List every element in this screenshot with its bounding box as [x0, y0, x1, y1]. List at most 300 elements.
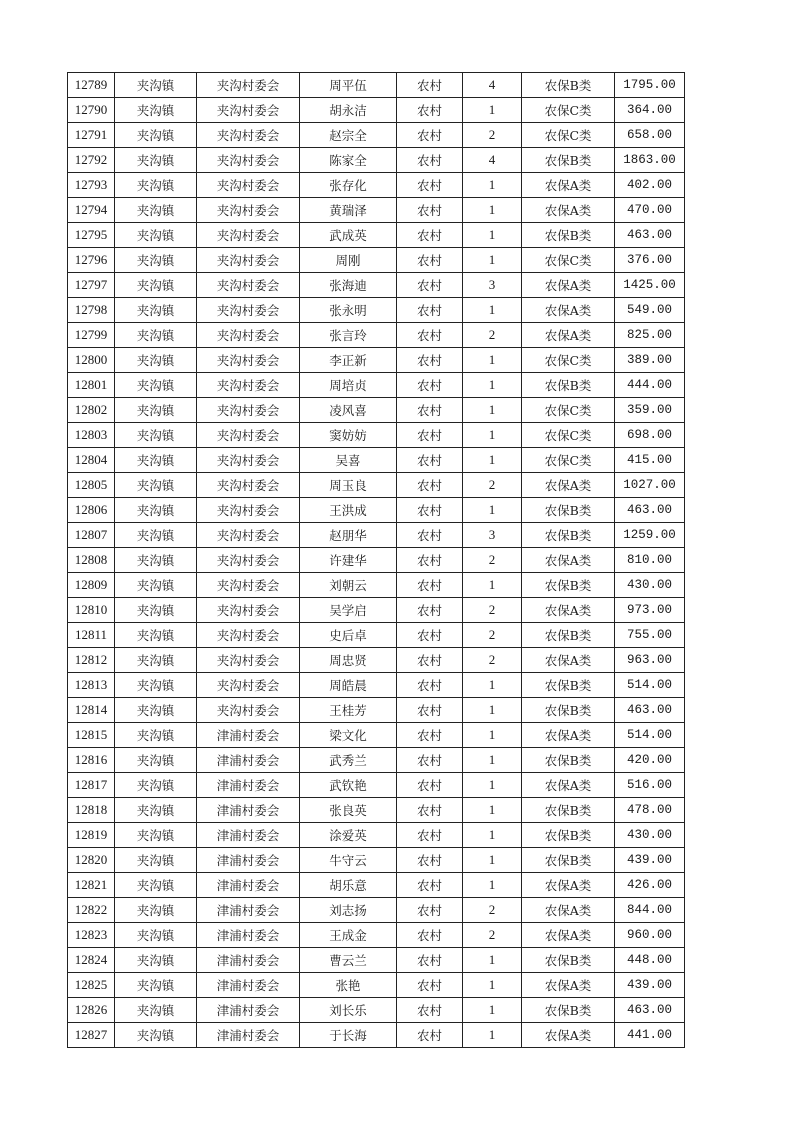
table-row	[68, 723, 685, 748]
household-count-cell: 4	[463, 73, 522, 98]
insurance-category-cell: 农保B类	[522, 998, 615, 1023]
insurance-category-cell: 农保B类	[522, 148, 615, 173]
town-cell: 夹沟镇	[115, 598, 197, 623]
village-committee-cell: 津浦村委会	[197, 973, 300, 998]
table-row	[68, 198, 685, 223]
insurance-category-cell: 农保A类	[522, 898, 615, 923]
village-committee-cell: 津浦村委会	[197, 748, 300, 773]
insurance-category-cell: 农保C类	[522, 398, 615, 423]
record-id-cell: 12798	[68, 298, 115, 323]
village-committee-cell: 津浦村委会	[197, 798, 300, 823]
village-committee-cell: 津浦村委会	[197, 998, 300, 1023]
household-count-cell: 4	[463, 148, 522, 173]
record-id-cell: 12807	[68, 523, 115, 548]
table-row	[68, 348, 685, 373]
village-committee-cell: 津浦村委会	[197, 1023, 300, 1048]
person-name-cell: 刘长乐	[300, 998, 397, 1023]
insurance-category-cell: 农保A类	[522, 873, 615, 898]
amount-cell: 973.00	[615, 598, 685, 623]
amount-cell: 810.00	[615, 548, 685, 573]
village-committee-cell: 夹沟村委会	[197, 273, 300, 298]
person-name-cell: 周皓晨	[300, 673, 397, 698]
village-committee-cell: 夹沟村委会	[197, 323, 300, 348]
record-id-cell: 12810	[68, 598, 115, 623]
person-name-cell: 刘朝云	[300, 573, 397, 598]
person-name-cell: 武成英	[300, 223, 397, 248]
insurance-category-cell: 农保A类	[522, 598, 615, 623]
amount-cell: 430.00	[615, 573, 685, 598]
record-id-cell: 12826	[68, 998, 115, 1023]
amount-cell: 1863.00	[615, 148, 685, 173]
amount-cell: 426.00	[615, 873, 685, 898]
person-name-cell: 赵宗全	[300, 123, 397, 148]
amount-cell: 359.00	[615, 398, 685, 423]
person-name-cell: 周玉良	[300, 473, 397, 498]
area-type-cell: 农村	[397, 698, 463, 723]
town-cell: 夹沟镇	[115, 748, 197, 773]
table-row	[68, 73, 685, 98]
record-id-cell: 12819	[68, 823, 115, 848]
town-cell: 夹沟镇	[115, 398, 197, 423]
area-type-cell: 农村	[397, 173, 463, 198]
village-committee-cell: 夹沟村委会	[197, 623, 300, 648]
household-count-cell: 1	[463, 973, 522, 998]
area-type-cell: 农村	[397, 998, 463, 1023]
village-committee-cell: 津浦村委会	[197, 773, 300, 798]
area-type-cell: 农村	[397, 523, 463, 548]
table-row	[68, 248, 685, 273]
area-type-cell: 农村	[397, 473, 463, 498]
area-type-cell: 农村	[397, 948, 463, 973]
table-row	[68, 498, 685, 523]
insurance-category-cell: 农保B类	[522, 573, 615, 598]
table-row	[68, 473, 685, 498]
record-id-cell: 12791	[68, 123, 115, 148]
table-row	[68, 798, 685, 823]
household-count-cell: 2	[463, 123, 522, 148]
table-row	[68, 648, 685, 673]
record-id-cell: 12809	[68, 573, 115, 598]
village-committee-cell: 津浦村委会	[197, 923, 300, 948]
table-row	[68, 773, 685, 798]
town-cell: 夹沟镇	[115, 423, 197, 448]
area-type-cell: 农村	[397, 898, 463, 923]
record-id-cell: 12821	[68, 873, 115, 898]
amount-cell: 825.00	[615, 323, 685, 348]
table-row	[68, 98, 685, 123]
record-id-cell: 12796	[68, 248, 115, 273]
village-committee-cell: 夹沟村委会	[197, 548, 300, 573]
amount-cell: 439.00	[615, 973, 685, 998]
insurance-category-cell: 农保B类	[522, 623, 615, 648]
town-cell: 夹沟镇	[115, 723, 197, 748]
table-row	[68, 173, 685, 198]
town-cell: 夹沟镇	[115, 523, 197, 548]
person-name-cell: 张存化	[300, 173, 397, 198]
village-committee-cell: 夹沟村委会	[197, 523, 300, 548]
amount-cell: 463.00	[615, 998, 685, 1023]
town-cell: 夹沟镇	[115, 273, 197, 298]
area-type-cell: 农村	[397, 498, 463, 523]
area-type-cell: 农村	[397, 598, 463, 623]
insurance-category-cell: 农保B类	[522, 73, 615, 98]
insurance-category-cell: 农保B类	[522, 848, 615, 873]
insurance-category-cell: 农保C类	[522, 448, 615, 473]
person-name-cell: 涂爱英	[300, 823, 397, 848]
insurance-category-cell: 农保A类	[522, 973, 615, 998]
household-count-cell: 3	[463, 273, 522, 298]
insurance-category-cell: 农保A类	[522, 173, 615, 198]
household-count-cell: 2	[463, 598, 522, 623]
person-name-cell: 周平伍	[300, 73, 397, 98]
village-committee-cell: 夹沟村委会	[197, 448, 300, 473]
person-name-cell: 周忠贤	[300, 648, 397, 673]
area-type-cell: 农村	[397, 123, 463, 148]
table-row	[68, 673, 685, 698]
person-name-cell: 王洪成	[300, 498, 397, 523]
insurance-category-cell: 农保A类	[522, 723, 615, 748]
household-count-cell: 1	[463, 348, 522, 373]
insurance-category-cell: 农保A类	[522, 773, 615, 798]
household-count-cell: 1	[463, 198, 522, 223]
amount-cell: 755.00	[615, 623, 685, 648]
amount-cell: 549.00	[615, 298, 685, 323]
household-count-cell: 2	[463, 923, 522, 948]
record-id-cell: 12812	[68, 648, 115, 673]
area-type-cell: 农村	[397, 973, 463, 998]
record-id-cell: 12797	[68, 273, 115, 298]
amount-cell: 444.00	[615, 373, 685, 398]
insurance-category-cell: 农保B类	[522, 223, 615, 248]
person-name-cell: 武秀兰	[300, 748, 397, 773]
area-type-cell: 农村	[397, 198, 463, 223]
town-cell: 夹沟镇	[115, 848, 197, 873]
household-count-cell: 1	[463, 448, 522, 473]
village-committee-cell: 夹沟村委会	[197, 248, 300, 273]
amount-cell: 658.00	[615, 123, 685, 148]
table-row	[68, 373, 685, 398]
table-body	[68, 73, 685, 1048]
person-name-cell: 周刚	[300, 248, 397, 273]
village-committee-cell: 夹沟村委会	[197, 398, 300, 423]
insurance-category-cell: 农保A类	[522, 323, 615, 348]
insurance-category-cell: 农保A类	[522, 548, 615, 573]
insurance-category-cell: 农保B类	[522, 798, 615, 823]
amount-cell: 420.00	[615, 748, 685, 773]
area-type-cell: 农村	[397, 98, 463, 123]
household-count-cell: 2	[463, 648, 522, 673]
household-count-cell: 1	[463, 173, 522, 198]
town-cell: 夹沟镇	[115, 448, 197, 473]
insurance-category-cell: 农保B类	[522, 748, 615, 773]
town-cell: 夹沟镇	[115, 873, 197, 898]
amount-cell: 516.00	[615, 773, 685, 798]
person-name-cell: 张言玲	[300, 323, 397, 348]
insurance-category-cell: 农保A类	[522, 273, 615, 298]
amount-cell: 430.00	[615, 823, 685, 848]
area-type-cell: 农村	[397, 323, 463, 348]
area-type-cell: 农村	[397, 723, 463, 748]
household-count-cell: 1	[463, 573, 522, 598]
amount-cell: 1425.00	[615, 273, 685, 298]
town-cell: 夹沟镇	[115, 148, 197, 173]
village-committee-cell: 夹沟村委会	[197, 698, 300, 723]
record-id-cell: 12814	[68, 698, 115, 723]
amount-cell: 463.00	[615, 223, 685, 248]
amount-cell: 448.00	[615, 948, 685, 973]
household-count-cell: 1	[463, 298, 522, 323]
village-committee-cell: 夹沟村委会	[197, 198, 300, 223]
record-id-cell: 12827	[68, 1023, 115, 1048]
amount-cell: 364.00	[615, 98, 685, 123]
village-committee-cell: 夹沟村委会	[197, 73, 300, 98]
table-row	[68, 523, 685, 548]
amount-cell: 960.00	[615, 923, 685, 948]
town-cell: 夹沟镇	[115, 673, 197, 698]
household-count-cell: 2	[463, 323, 522, 348]
person-name-cell: 张良英	[300, 798, 397, 823]
table-row	[68, 398, 685, 423]
town-cell: 夹沟镇	[115, 298, 197, 323]
amount-cell: 1795.00	[615, 73, 685, 98]
record-id-cell: 12805	[68, 473, 115, 498]
town-cell: 夹沟镇	[115, 923, 197, 948]
insurance-category-cell: 农保C类	[522, 248, 615, 273]
person-name-cell: 黄瑞泽	[300, 198, 397, 223]
household-count-cell: 1	[463, 673, 522, 698]
household-count-cell: 1	[463, 1023, 522, 1048]
village-committee-cell: 津浦村委会	[197, 898, 300, 923]
table-row	[68, 1023, 685, 1048]
household-count-cell: 1	[463, 98, 522, 123]
table-row	[68, 298, 685, 323]
village-committee-cell: 夹沟村委会	[197, 298, 300, 323]
household-count-cell: 1	[463, 223, 522, 248]
record-id-cell: 12817	[68, 773, 115, 798]
insurance-category-cell: 农保C类	[522, 348, 615, 373]
record-id-cell: 12804	[68, 448, 115, 473]
insurance-category-cell: 农保A类	[522, 198, 615, 223]
table-row	[68, 823, 685, 848]
area-type-cell: 农村	[397, 298, 463, 323]
insurance-category-cell: 农保B类	[522, 373, 615, 398]
record-id-cell: 12800	[68, 348, 115, 373]
household-count-cell: 1	[463, 823, 522, 848]
area-type-cell: 农村	[397, 348, 463, 373]
insurance-category-cell: 农保B类	[522, 673, 615, 698]
person-name-cell: 吴学启	[300, 598, 397, 623]
household-count-cell: 3	[463, 523, 522, 548]
record-id-cell: 12794	[68, 198, 115, 223]
household-count-cell: 2	[463, 623, 522, 648]
town-cell: 夹沟镇	[115, 323, 197, 348]
amount-cell: 389.00	[615, 348, 685, 373]
area-type-cell: 农村	[397, 923, 463, 948]
insurance-category-cell: 农保A类	[522, 473, 615, 498]
area-type-cell: 农村	[397, 873, 463, 898]
area-type-cell: 农村	[397, 573, 463, 598]
insurance-category-cell: 农保A类	[522, 648, 615, 673]
person-name-cell: 于长海	[300, 1023, 397, 1048]
amount-cell: 439.00	[615, 848, 685, 873]
village-committee-cell: 夹沟村委会	[197, 148, 300, 173]
record-id-cell: 12816	[68, 748, 115, 773]
insurance-category-cell: 农保B类	[522, 823, 615, 848]
person-name-cell: 武钦艳	[300, 773, 397, 798]
town-cell: 夹沟镇	[115, 473, 197, 498]
insurance-category-cell: 农保A类	[522, 298, 615, 323]
town-cell: 夹沟镇	[115, 573, 197, 598]
record-id-cell: 12818	[68, 798, 115, 823]
amount-cell: 514.00	[615, 723, 685, 748]
household-count-cell: 2	[463, 548, 522, 573]
person-name-cell: 窦妨妨	[300, 423, 397, 448]
record-id-cell: 12824	[68, 948, 115, 973]
table-row	[68, 698, 685, 723]
insurance-category-cell: 农保C类	[522, 123, 615, 148]
person-name-cell: 陈家全	[300, 148, 397, 173]
record-id-cell: 12822	[68, 898, 115, 923]
village-committee-cell: 津浦村委会	[197, 848, 300, 873]
household-count-cell: 1	[463, 748, 522, 773]
table-row	[68, 448, 685, 473]
household-count-cell: 1	[463, 998, 522, 1023]
town-cell: 夹沟镇	[115, 1023, 197, 1048]
village-committee-cell: 夹沟村委会	[197, 223, 300, 248]
record-id-cell: 12799	[68, 323, 115, 348]
person-name-cell: 张艳	[300, 973, 397, 998]
table-row	[68, 573, 685, 598]
person-name-cell: 张海迪	[300, 273, 397, 298]
area-type-cell: 农村	[397, 398, 463, 423]
household-count-cell: 1	[463, 948, 522, 973]
area-type-cell: 农村	[397, 848, 463, 873]
village-committee-cell: 夹沟村委会	[197, 348, 300, 373]
record-id-cell: 12813	[68, 673, 115, 698]
village-committee-cell: 夹沟村委会	[197, 173, 300, 198]
record-id-cell: 12789	[68, 73, 115, 98]
table-row	[68, 873, 685, 898]
town-cell: 夹沟镇	[115, 498, 197, 523]
table-row	[68, 898, 685, 923]
town-cell: 夹沟镇	[115, 123, 197, 148]
record-id-cell: 12795	[68, 223, 115, 248]
person-name-cell: 曹云兰	[300, 948, 397, 973]
insurance-category-cell: 农保C类	[522, 423, 615, 448]
household-count-cell: 1	[463, 398, 522, 423]
amount-cell: 376.00	[615, 248, 685, 273]
village-committee-cell: 夹沟村委会	[197, 373, 300, 398]
amount-cell: 463.00	[615, 498, 685, 523]
table-row	[68, 423, 685, 448]
village-committee-cell: 夹沟村委会	[197, 498, 300, 523]
town-cell: 夹沟镇	[115, 98, 197, 123]
town-cell: 夹沟镇	[115, 973, 197, 998]
person-name-cell: 赵朋华	[300, 523, 397, 548]
person-name-cell: 胡永洁	[300, 98, 397, 123]
village-committee-cell: 津浦村委会	[197, 948, 300, 973]
insurance-category-cell: 农保B类	[522, 523, 615, 548]
record-id-cell: 12808	[68, 548, 115, 573]
town-cell: 夹沟镇	[115, 898, 197, 923]
table-row	[68, 598, 685, 623]
household-count-cell: 2	[463, 473, 522, 498]
person-name-cell: 张永明	[300, 298, 397, 323]
insurance-category-cell: 农保A类	[522, 923, 615, 948]
record-id-cell: 12803	[68, 423, 115, 448]
village-committee-cell: 夹沟村委会	[197, 598, 300, 623]
area-type-cell: 农村	[397, 248, 463, 273]
amount-cell: 441.00	[615, 1023, 685, 1048]
household-count-cell: 1	[463, 773, 522, 798]
town-cell: 夹沟镇	[115, 248, 197, 273]
village-committee-cell: 津浦村委会	[197, 873, 300, 898]
insurance-category-cell: 农保C类	[522, 98, 615, 123]
area-type-cell: 农村	[397, 448, 463, 473]
village-committee-cell: 夹沟村委会	[197, 473, 300, 498]
town-cell: 夹沟镇	[115, 698, 197, 723]
amount-cell: 415.00	[615, 448, 685, 473]
amount-cell: 1027.00	[615, 473, 685, 498]
household-count-cell: 1	[463, 848, 522, 873]
table-row	[68, 748, 685, 773]
table-row	[68, 948, 685, 973]
household-count-cell: 1	[463, 698, 522, 723]
person-name-cell: 王桂芳	[300, 698, 397, 723]
table-row	[68, 223, 685, 248]
record-id-cell: 12823	[68, 923, 115, 948]
town-cell: 夹沟镇	[115, 373, 197, 398]
area-type-cell: 农村	[397, 823, 463, 848]
household-count-cell: 1	[463, 248, 522, 273]
insurance-category-cell: 农保B类	[522, 698, 615, 723]
amount-cell: 402.00	[615, 173, 685, 198]
record-id-cell: 12802	[68, 398, 115, 423]
area-type-cell: 农村	[397, 648, 463, 673]
insurance-category-cell: 农保A类	[522, 1023, 615, 1048]
table-row	[68, 923, 685, 948]
area-type-cell: 农村	[397, 798, 463, 823]
household-count-cell: 1	[463, 723, 522, 748]
area-type-cell: 农村	[397, 1023, 463, 1048]
table-row	[68, 973, 685, 998]
table-row	[68, 148, 685, 173]
amount-cell: 514.00	[615, 673, 685, 698]
person-name-cell: 许建华	[300, 548, 397, 573]
town-cell: 夹沟镇	[115, 548, 197, 573]
town-cell: 夹沟镇	[115, 773, 197, 798]
area-type-cell: 农村	[397, 748, 463, 773]
table-row	[68, 548, 685, 573]
record-id-cell: 12790	[68, 98, 115, 123]
town-cell: 夹沟镇	[115, 948, 197, 973]
village-committee-cell: 夹沟村委会	[197, 98, 300, 123]
amount-cell: 698.00	[615, 423, 685, 448]
table-row	[68, 623, 685, 648]
village-committee-cell: 夹沟村委会	[197, 648, 300, 673]
area-type-cell: 农村	[397, 273, 463, 298]
person-name-cell: 刘志扬	[300, 898, 397, 923]
town-cell: 夹沟镇	[115, 198, 197, 223]
amount-cell: 470.00	[615, 198, 685, 223]
village-committee-cell: 津浦村委会	[197, 823, 300, 848]
town-cell: 夹沟镇	[115, 648, 197, 673]
village-committee-cell: 津浦村委会	[197, 723, 300, 748]
person-name-cell: 胡乐意	[300, 873, 397, 898]
amount-cell: 1259.00	[615, 523, 685, 548]
area-type-cell: 农村	[397, 623, 463, 648]
area-type-cell: 农村	[397, 73, 463, 98]
